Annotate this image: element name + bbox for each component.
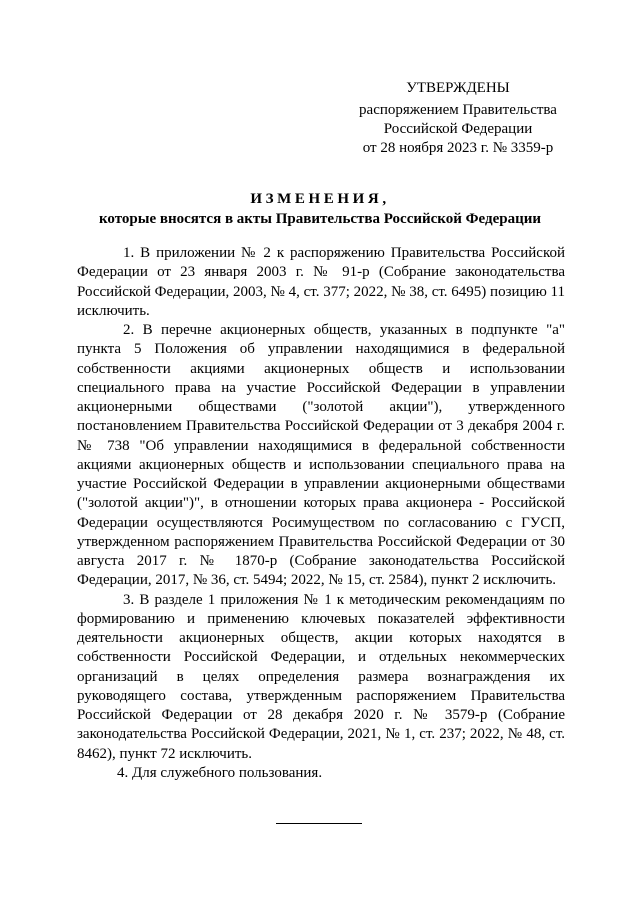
document-subtitle: которые вносятся в акты Правительства Российской Федерации	[98, 211, 542, 227]
approval-title: УТВЕРЖДЕНЫ	[406, 80, 510, 96]
paragraph-item-4: 4. Для служебного пользования.	[117, 764, 323, 781]
document-body	[77, 244, 565, 783]
footer-separator-line	[276, 823, 362, 824]
document-heading	[60, 189, 580, 229]
approval-block	[338, 79, 578, 158]
paragraph-item-1: 1. В приложении № 2 к распоряжению Правительства Российской Федерации от 23 января 2003 г. № 91-р (Собрание законодательства Российской Федерации, 2003, № 4, ст. 377; 2022, № 38, ст. 6495) позицию 11 исключить.	[77, 245, 565, 319]
paragraph-item-3: 3. В разделе 1 приложения № 1 к методическим рекомендациям по формированию и применению ключевых показателей эффективности деятельности акционерных обществ, акции которых находятся в собственности Российской Федерации, и отдельных некоммерческих организаций в целях определения размера вознаграждения их руководящего состава, утвержденным распоряжением Правительства Российской Федерации от 28 декабря 2020 г. № 3579-р (Собрание законодательства Российской Федерации, 2021, № 1, ст. 237; 2022, № 48, ст. 8462), пункт 72 исключить.	[77, 591, 565, 762]
approval-line-date-number: от 28 ноября 2023 г. № 3359-р	[362, 140, 554, 156]
approval-line-authority: распоряжением Правительства	[359, 102, 557, 118]
paragraph-item-2: 2. В перечне акционерных обществ, указанных в подпункте "а" пункта 5 Положения об управлении находящимися в федеральной собственности акциями акционерных обществ и использовании специального права на участие Российской Федерации в управлении акционерными обществами ("золотой акции"), утвержденного постановлением Правительства Российской Федерации от 3 декабря 2004 г. № 738 "Об управлении находящимися в федеральной собственности акциями акционерных обществ и использовании специального права на участие Российской Федерации в управлении акционерными обществами ("золотой акции")", в отношении которых права акционера - Российской Федерации осуществляются Росимуществом по согласованию с ГУСП, утвержденном распоряжением Правительства Российской Федерации от 30 августа 2017 г. № 1870-р (Собрание законодательства Российской Федерации, 2017, № 36, ст. 5494; 2022, № 15, ст. 2584), пункт 2 исключить.	[77, 322, 565, 589]
document-title: ИЗМЕНЕНИЯ,	[250, 191, 390, 207]
approval-line-country: Российской Федерации	[383, 121, 533, 137]
